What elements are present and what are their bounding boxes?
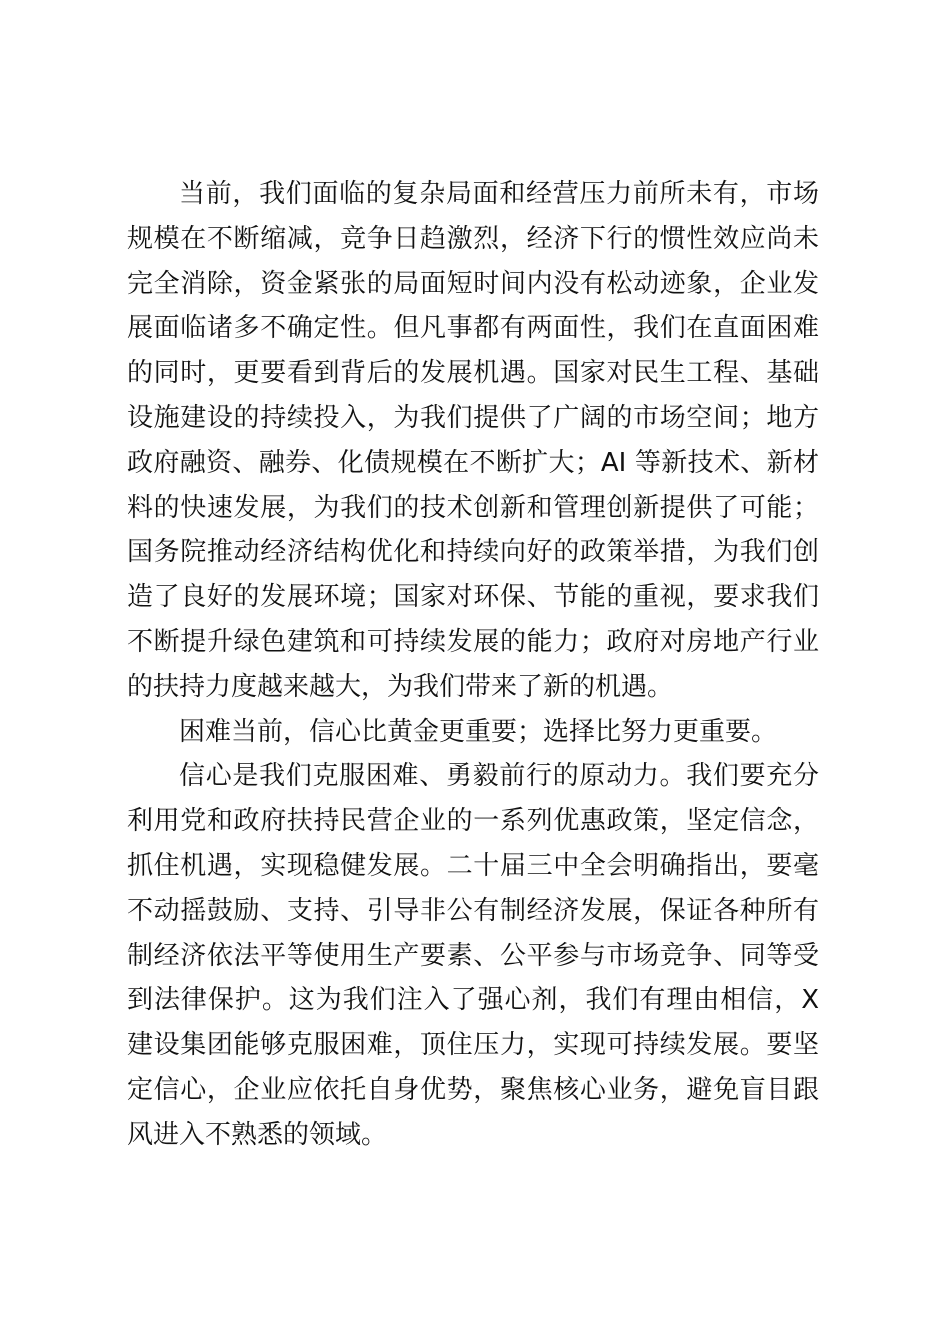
document-body [127, 172, 819, 1158]
paragraph-confidence-driving-force: 信心是我们克服困难、勇毅前行的原动力。我们要充分利用党和政府扶持民营企业的一系列优惠政策，坚定信念，抓住机遇，实现稳健发展。二十届三中全会明确指出，要毫不动摇鼓励、支持、引导非公有制经济发展，保证各种所有制经济依法平等使用生产要素、公平参与市场竞争、同等受到法律保护。这为我们注入了强心剂，我们有理由相信，X 建设集团能够克服困难，顶住压力，实现可持续发展。要坚定信心，企业应依托自身优势，聚焦核心业务，避免盲目跟风进入不熟悉的领域。 [127, 761, 819, 1150]
paragraph-current-situation: 当前，我们面临的复杂局面和经营压力前所未有，市场规模在不断缩减，竞争日趋激烈，经济下行的惯性效应尚未完全消除，资金紧张的局面短时间内没有松动迹象，企业发展面临诸多不确定性。但凡事都有两面性，我们在直面困难的同时，更要看到背后的发展机遇。国家对民生工程、基础设施建设的持续投入，为我们提供了广阔的市场空间；地方政府融资、融券、化债规模在不断扩大；AI 等新技术、新材料的快速发展，为我们的技术创新和管理创新提供了可能；国务院推动经济结构优化和持续向好的政策举措，为我们创造了良好的发展环境；国家对环保、节能的重视，要求我们不断提升绿色建筑和可持续发展的能力；政府对房地产行业的扶持力度越来越大，为我们带来了新的机遇。 [127, 179, 819, 702]
paragraph-confidence-motto: 困难当前，信心比黄金更重要；选择比努力更重要。 [179, 716, 778, 747]
